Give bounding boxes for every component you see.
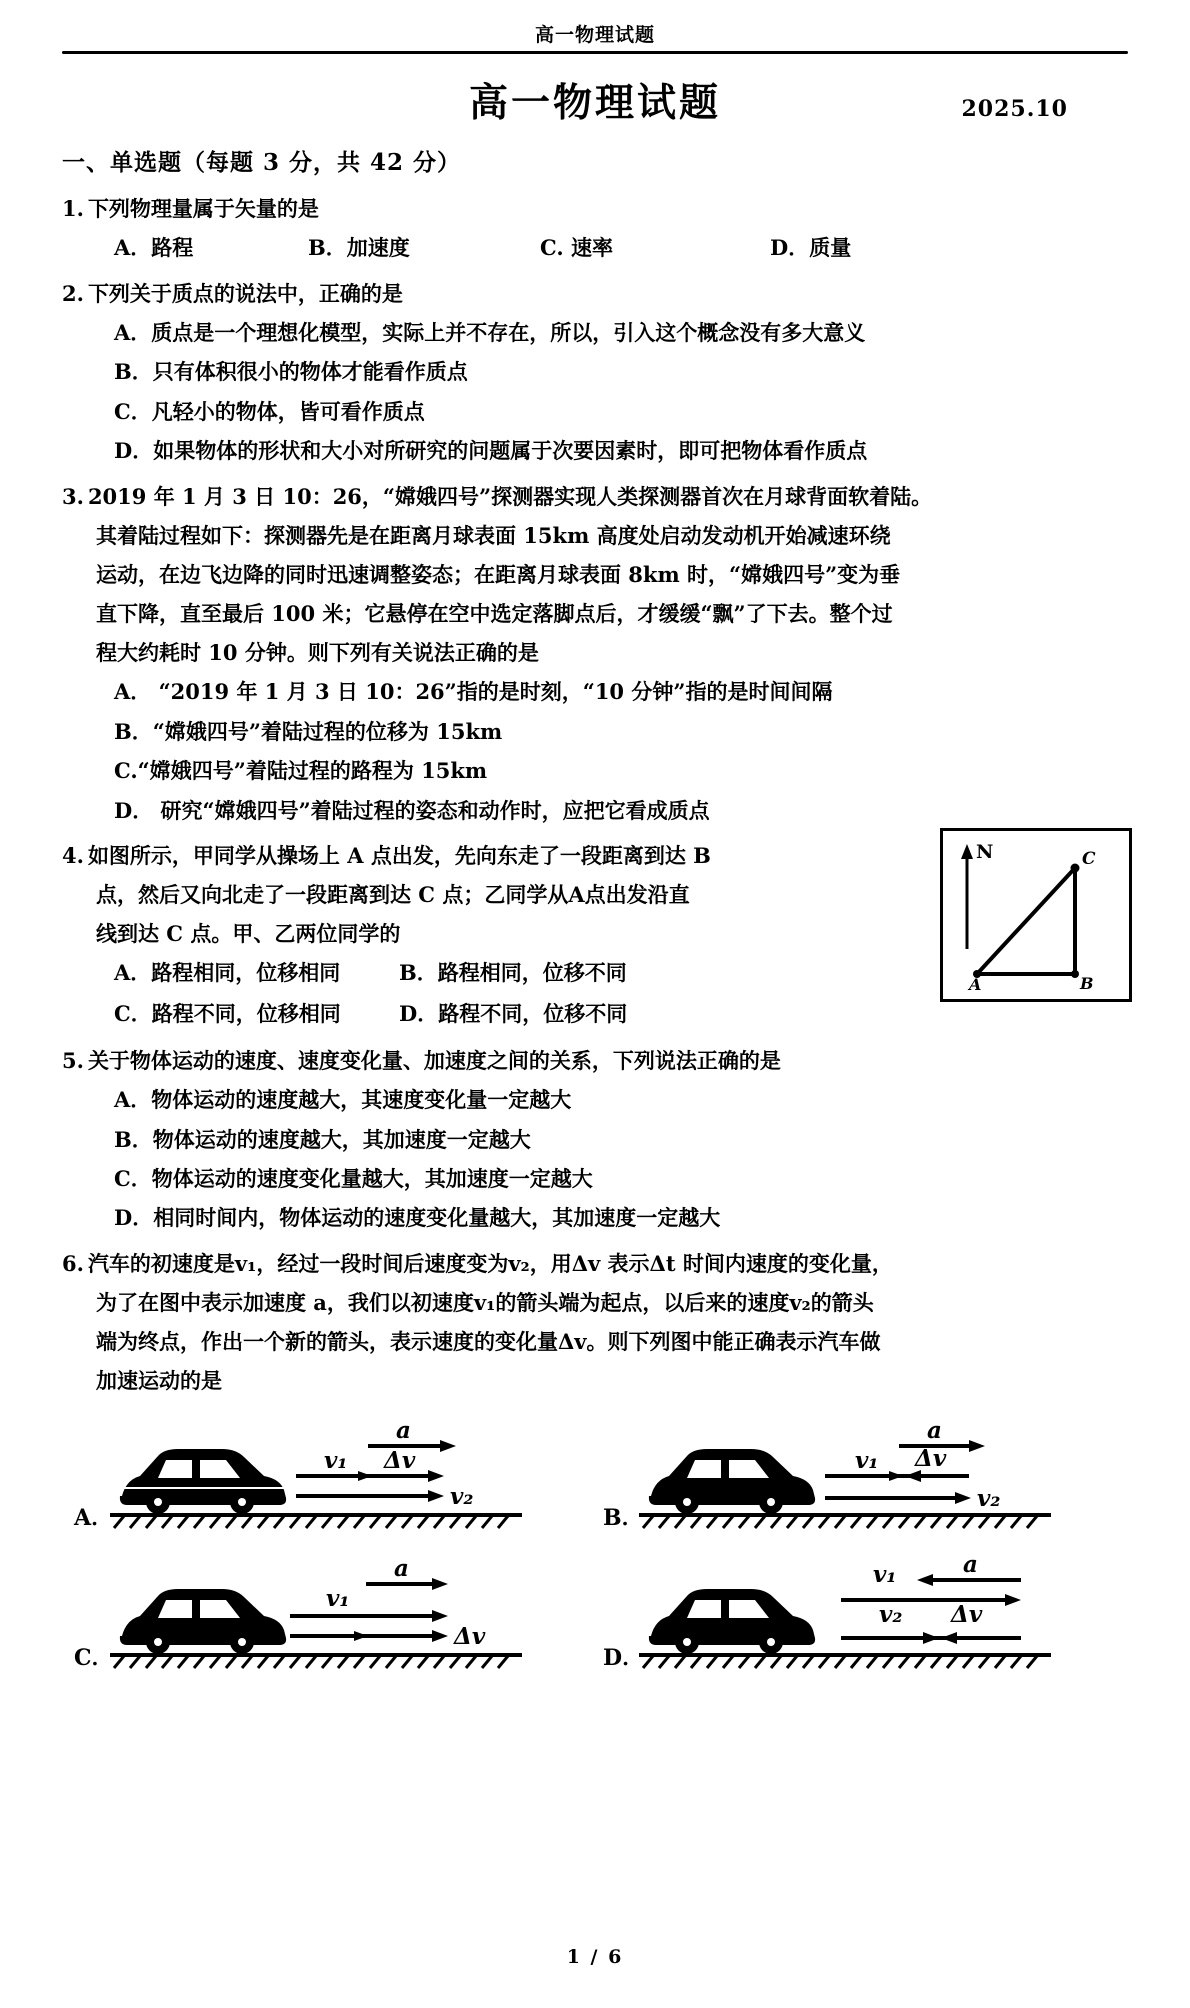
question-4-line-1: 如图所示，甲同学从操场上 A 点出发，先向东走了一段距离到达 B [87,842,711,868]
car-wheel-front-hub [683,1498,691,1506]
question-4-stem [62,836,752,875]
option-a-label-a: a [396,1417,411,1445]
question-4-option-a[interactable]: A．路程相同，位移相同 [114,960,341,986]
question-2-number: 2. [62,280,84,306]
question-1-option-d[interactable]: D．质量 [770,235,852,261]
question-3-stem [62,477,1128,516]
car-icon [120,1449,286,1505]
question-3-line-4: 直下降，直至最后 100 米；它悬停在空中选定落脚点后，才缓缓“飘”了下去。整个过 [96,601,893,626]
question-1-text: 下列物理量属于矢量的是 [87,196,319,221]
option-a-arrow-a-head [440,1440,456,1452]
point-b-label: B [1080,973,1094,993]
option-d-figure [629,1550,1059,1680]
question-3-option-c[interactable]: C.“嫦娥四号”着陆过程的路程为 15km [114,758,488,784]
question-6-option-d-letter: D． [603,1645,645,1672]
option-b-figure [629,1410,1059,1540]
question-4-number: 4. [62,842,84,868]
question-6-option-b[interactable] [599,1410,1128,1542]
option-c-arrow-v2-mid-head [354,1631,368,1641]
exam-date: 2025.10 [961,96,1068,122]
question-1-option-c[interactable]: C. 速率 [540,235,613,261]
option-b-label-dv: Δv [915,1445,947,1473]
question-5-option-b[interactable]: B．物体运动的速度越大，其加速度一定越大 [114,1126,531,1152]
question-6-number: 6. [62,1250,84,1276]
question-6-line-3: 端为终点，作出一个新的箭头，表示速度的变化量Δv。则下列图中能正确表示汽车做 [96,1329,881,1354]
question-5-stem [62,1041,1128,1080]
question-6-option-a[interactable] [70,1410,599,1542]
ground-hatching [114,1656,508,1668]
car-icon [649,1449,815,1505]
section-heading: 一、单选题（每题 3 分，共 42 分） [62,149,462,176]
option-d-label-v1: v₁ [873,1561,897,1589]
question-1-number: 1. [62,196,84,221]
option-d-arrow-v1-head [1005,1594,1021,1606]
option-b-label-v1: v₁ [855,1447,879,1475]
question-3-line-5: 程大约耗时 10 分钟。则下列有关说法正确的是 [96,640,539,666]
option-c-arrow-v1-head [432,1610,448,1622]
car-wheel-front-hub [683,1638,691,1646]
car-wheel-rear-hub [238,1638,246,1646]
car-wheel-front-hub [154,1638,162,1646]
option-d-label-dv: Δv [951,1601,983,1629]
option-c-arrow-a-head [432,1578,448,1590]
question-1-option-b[interactable]: B．加速度 [308,235,410,261]
car-wheel-rear-hub [767,1638,775,1646]
option-c-arrow-dv-head [432,1630,448,1642]
option-b-arrow-a-head [969,1440,985,1452]
question-4-figure [940,828,1132,1002]
car-icon [649,1589,815,1645]
question-3 [62,477,1128,830]
question-1-option-a[interactable]: A．路程 [114,235,194,261]
title-row [62,72,1128,128]
point-a-label: A [969,974,982,993]
option-c-label-dv: Δv [454,1623,486,1651]
question-3-option-a[interactable]: A． “2019 年 1 月 3 日 10：26”指的是时刻，“10 分钟”指的是时间间隔 [114,679,833,705]
question-2-option-d[interactable]: D．如果物体的形状和大小对所研究的问题属于次要因素时，即可把物体看作质点 [114,438,868,464]
question-3-option-d[interactable]: D． 研究“嫦娥四号”着陆过程的姿态和动作时，应把它看成质点 [114,797,710,823]
question-2-stem [62,274,1128,313]
question-5 [62,1041,1128,1238]
question-2-text: 下列关于质点的说法中，正确的是 [87,280,403,306]
question-5-option-d[interactable]: D．相同时间内，物体运动的速度变化量越大，其加速度一定越大 [114,1205,721,1231]
option-b-arrow-v1-head [889,1471,903,1481]
page-footer: 1 / 6 [566,1946,624,1968]
question-4-option-d[interactable]: D．路程不同，位移不同 [399,1001,628,1027]
option-c-label-a: a [394,1555,409,1583]
question-6-option-c-letter: C． [74,1645,114,1672]
car-wheel-rear-hub [238,1498,246,1506]
option-d-label-a: a [963,1551,978,1579]
option-c-figure [100,1550,530,1680]
question-3-option-b[interactable]: B．“嫦娥四号”着陆过程的位移为 15km [114,718,503,744]
question-4-line-3: 线到达 C 点。甲、乙两位同学的 [96,921,401,947]
question-1-options [62,228,1128,268]
question-6-option-d[interactable] [599,1550,1128,1682]
question-2-option-b[interactable]: B．只有体积很小的物体才能看作质点 [114,359,468,385]
question-5-text: 关于物体运动的速度、速度变化量、加速度之间的关系，下列说法正确的是 [87,1047,781,1073]
option-a-label-dv: Δv [384,1447,416,1475]
segment-ac [977,868,1075,974]
question-6-option-c[interactable] [70,1550,599,1682]
question-1 [62,189,1128,268]
point-c-label: C [1082,848,1096,869]
ground-hatching [643,1656,1037,1668]
question-6-stem [62,1244,1128,1283]
question-4 [62,836,1128,1035]
option-b-label-v2: v₂ [977,1485,1001,1513]
question-6-option-a-letter: A． [74,1505,114,1532]
option-d-arrow-v2-head [923,1632,939,1644]
page-title: 高一物理试题 [468,80,721,126]
ground-hatching [114,1516,508,1528]
question-2-option-c[interactable]: C．凡轻小的物体，皆可看作质点 [114,398,425,424]
question-2-option-a[interactable]: A．质点是一个理想化模型，实际上并不存在，所以，引入这个概念没有多大意义 [114,319,866,345]
question-4-line-2: 点，然后又向北走了一段距离到达 C 点；乙同学从A点出发沿直 [96,882,690,908]
question-3-line-1: 2019 年 1 月 3 日 10：26，“嫦娥四号”探测器实现人类探测器首次在月球背面软着陆。 [87,483,933,509]
question-4-option-b[interactable]: B．路程相同，位移不同 [399,960,627,986]
question-3-line-2: 其着陆过程如下：探测器先是在距离月球表面 15km 高度处启动发动机开始减速环绕 [96,522,891,548]
question-6-option-b-letter: B． [603,1505,644,1532]
question-6 [62,1244,1128,1682]
car-wheel-rear-hub [767,1498,775,1506]
car-wheel-front-hub [154,1498,162,1506]
question-5-number: 5. [62,1047,84,1073]
north-label: N [976,840,994,863]
ground-hatching [643,1516,1037,1528]
triangle-abc-diagram [943,831,1123,993]
option-d-label-v2: v₂ [879,1601,903,1629]
option-a-arrow-v1-head [358,1471,372,1481]
question-6-line-4: 加速运动的是 [96,1368,222,1394]
question-5-option-a[interactable]: A．物体运动的速度越大，其速度变化量一定越大 [114,1087,572,1113]
running-header: 高一物理试题 [534,24,655,46]
header-rule [62,51,1128,54]
question-3-number: 3. [62,483,84,509]
option-a-label-v2: v₂ [450,1483,474,1511]
question-4-text-block [62,836,752,953]
option-a-arrow-v2-head [428,1490,444,1502]
question-6-line-1: 汽车的初速度是v₁，经过一段时间后速度变为v₂，用Δv 表示Δt 时间内速度的变化量， [87,1250,893,1276]
option-a-figure [100,1410,530,1540]
point-b-dot [1071,970,1079,978]
question-2 [62,274,1128,471]
point-c-dot [1071,863,1080,872]
question-6-line-2: 为了在图中表示加速度 a，我们以初速度v₁的箭头端为起点，以后来的速度v₂的箭头 [96,1289,874,1315]
question-1-stem [62,189,1128,228]
question-5-option-c[interactable]: C．物体运动的速度变化量越大，其加速度一定越大 [114,1165,593,1191]
option-d-arrow-dv-head-left [941,1632,957,1644]
option-a-label-v1: v₁ [324,1447,348,1475]
question-6-option-figures [62,1410,1128,1682]
option-b-label-a: a [927,1417,942,1445]
option-d-arrow-a-head-left [917,1574,933,1586]
question-4-option-c[interactable]: C．路程不同，位移相同 [114,1001,341,1027]
option-c-label-v2: v₂ [260,1623,284,1651]
option-b-arrow-v2-head [955,1492,971,1504]
north-arrow-head [961,844,973,859]
option-c-label-v1: v₁ [326,1585,350,1613]
option-a-arrow-dv-head [428,1470,444,1482]
question-3-line-3: 运动，在边飞边降的同时迅速调整姿态；在距离月球表面 8km 时，“嫦娥四号”变为垂 [96,561,901,587]
